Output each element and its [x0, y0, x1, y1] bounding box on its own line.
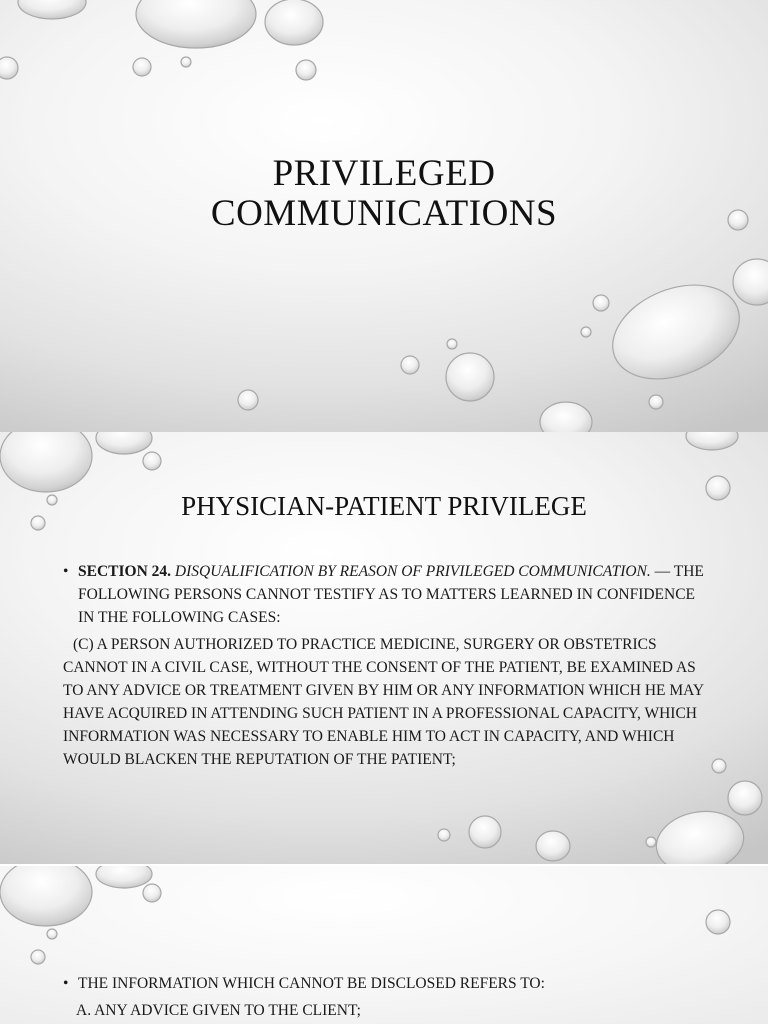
section-dash: — [650, 563, 671, 580]
title-line-2: COMMUNICATIONS [210, 193, 558, 234]
section-label: SECTION 24. [78, 563, 172, 580]
bullet-marker: • [63, 975, 69, 992]
title-slide [0, 0, 768, 432]
paragraph-c: (C) A PERSON AUTHORIZED TO PRACTICE MEDICINE, SURGERY OR OBSTETRICS CANNOT IN A CIVIL CASE, WITHOUT THE CONSENT OF THE PATIENT, BE EXAMINED AS TO ANY ADVICE OR TREATMENT GIVEN BY HIM OR ANY INFORMATION WHICH HE MAY HAVE ACQUIRED IN ATTENDING SUCH PATIENT IN A PROFESSIONAL CAPACITY, WHICH INFORMATION WAS NECESSARY TO ENABLE HIM TO ACT IN CAPACITY, AND WHICH WOULD BLACKEN THE REPUTATION OF THE PATIENT; [63, 636, 704, 768]
bullet-item [63, 972, 713, 995]
slide-title: PHYSICIAN-PATIENT PRIVILEGE [181, 491, 587, 521]
slide-body [63, 560, 713, 771]
physician-patient-slide [0, 432, 768, 864]
title-line-1: PRIVILEGED [272, 153, 496, 194]
list-item-a: A. ANY ADVICE GIVEN TO THE CLIENT; [76, 1002, 361, 1019]
slide-title [0, 154, 768, 234]
bullet-item [63, 560, 713, 629]
section-text: THE FOLLOWING PERSONS CANNOT TESTIFY AS TO MATTERS LEARNED IN CONFIDENCE IN THE FOLLOWING CASES: [78, 563, 704, 626]
information-slide [0, 866, 768, 1024]
section-title: DISQUALIFICATION BY REASON OF PRIVILEGED COMMUNICATION. [174, 563, 651, 580]
bullet-text: THE INFORMATION WHICH CANNOT BE DISCLOSED REFERS TO: [78, 975, 545, 992]
bullet-marker: • [63, 563, 69, 580]
slide-body [63, 972, 713, 1022]
